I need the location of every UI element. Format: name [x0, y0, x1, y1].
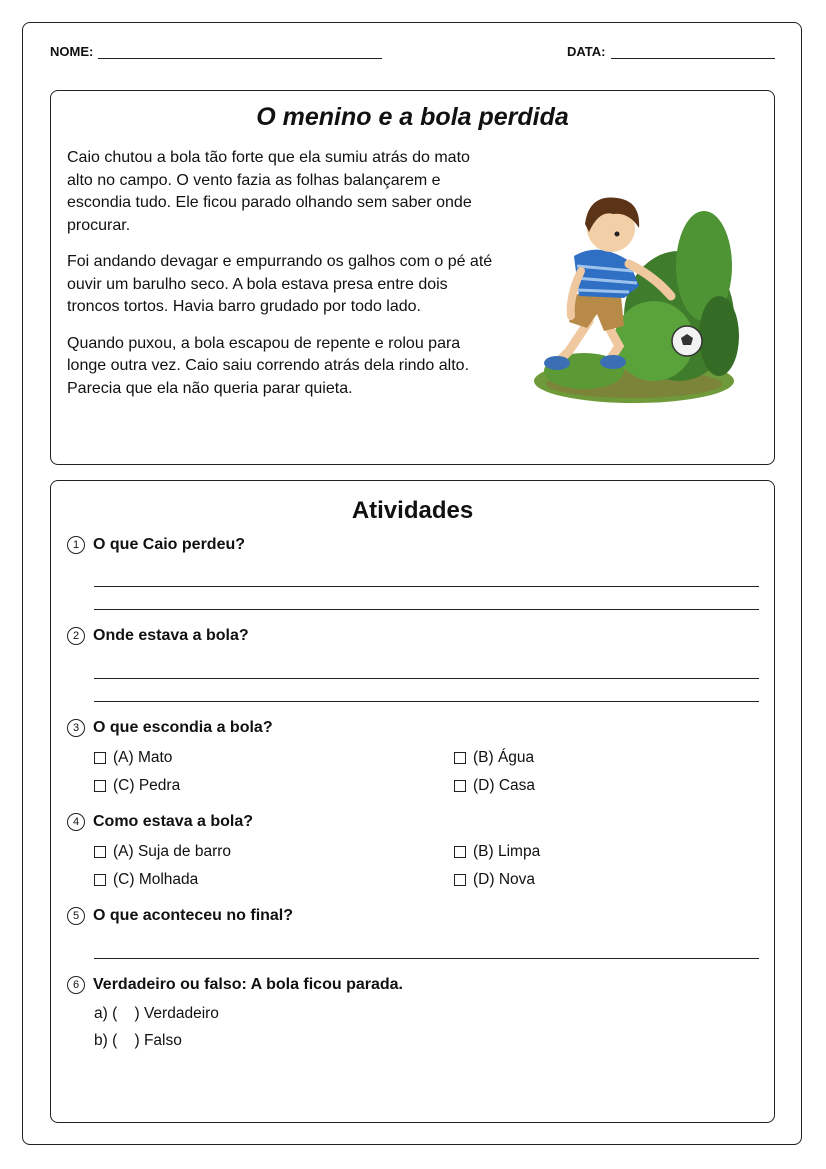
question-text: O que Caio perdeu?: [93, 536, 246, 553]
date-label: DATA:: [567, 44, 606, 59]
checkbox[interactable]: [94, 780, 106, 792]
name-field: [50, 44, 382, 59]
question-text: O que escondia a bola?: [93, 719, 273, 736]
name-label: NOME:: [50, 44, 94, 59]
option-label: (A) Suja de barro: [113, 843, 232, 860]
boy-searching-ball-illustration: [529, 146, 739, 451]
checkbox[interactable]: [454, 874, 466, 886]
question-number: 2: [67, 627, 85, 645]
question-number: 4: [67, 813, 85, 831]
option-label: (D) Casa: [473, 777, 536, 794]
question-4: [67, 813, 253, 831]
option-3c[interactable]: [94, 777, 180, 795]
option-label: (B) Água: [473, 749, 535, 766]
question-2: [67, 627, 249, 645]
option-3b[interactable]: [454, 749, 534, 767]
option-4a[interactable]: [94, 843, 231, 861]
option-4d[interactable]: [454, 871, 535, 889]
answer-line[interactable]: [94, 586, 759, 587]
question-3: [67, 719, 273, 737]
option-3d[interactable]: [454, 777, 535, 795]
answer-line[interactable]: [94, 701, 759, 702]
true-option[interactable]: a) ( ) Verdadeiro: [94, 1005, 219, 1022]
story-title: O menino e a bola perdida: [256, 103, 569, 131]
activities-box: [50, 480, 775, 1123]
checkbox[interactable]: [94, 874, 106, 886]
checkbox[interactable]: [454, 780, 466, 792]
question-number: 6: [67, 976, 85, 994]
question-1: [67, 536, 245, 554]
option-label: (C) Molhada: [113, 871, 199, 888]
activities-title: Atividades: [351, 497, 474, 524]
question-text: Verdadeiro ou falso: A bola ficou parada.: [93, 976, 403, 993]
checkbox[interactable]: [454, 752, 466, 764]
option-label: (A) Mato: [113, 749, 173, 766]
date-field: [567, 44, 775, 59]
option-3a[interactable]: [94, 749, 172, 767]
option-label: (D) Nova: [473, 871, 536, 888]
answer-line[interactable]: [94, 678, 759, 679]
story-paragraph: Caio chutou a bola tão forte que ela sumiu atrás do mato alto no campo. O vento fazia as folhas balançarem e escondia tudo. Ele ficou parado olhando sem saber onde procurar.: [67, 149, 472, 234]
option-label: (B) Limpa: [473, 843, 541, 860]
story-box: [50, 90, 775, 465]
question-number: 3: [67, 719, 85, 737]
option-4b[interactable]: [454, 843, 540, 861]
question-text: Onde estava a bola?: [93, 627, 249, 644]
checkbox[interactable]: [94, 752, 106, 764]
question-number: 1: [67, 536, 85, 554]
option-label: (C) Pedra: [113, 777, 181, 794]
checkbox[interactable]: [454, 846, 466, 858]
name-line[interactable]: [98, 44, 382, 59]
date-line[interactable]: [611, 44, 775, 59]
option-4c[interactable]: [94, 871, 198, 889]
question-5: [67, 907, 293, 925]
question-text: O que aconteceu no final?: [93, 907, 294, 924]
answer-line[interactable]: [94, 958, 759, 959]
story-paragraph: Foi andando devagar e empurrando os galhos com o pé até ouvir um barulho seco. A bola estava presa entre dois troncos tortos. Havia barro grudado por todo lado.: [67, 253, 493, 315]
checkbox[interactable]: [94, 846, 106, 858]
false-option[interactable]: b) ( ) Falso: [94, 1032, 182, 1049]
question-text: Como estava a bola?: [93, 813, 254, 830]
question-number: 5: [67, 907, 85, 925]
question-6: [67, 976, 403, 994]
story-text: [67, 147, 497, 414]
story-paragraph: Quando puxou, a bola escapou de repente e rolou para longe outra vez. Caio saiu correndo atrás dela rindo alto. Parecia que ela não queria parar quieta.: [67, 334, 470, 397]
answer-line[interactable]: [94, 609, 759, 610]
